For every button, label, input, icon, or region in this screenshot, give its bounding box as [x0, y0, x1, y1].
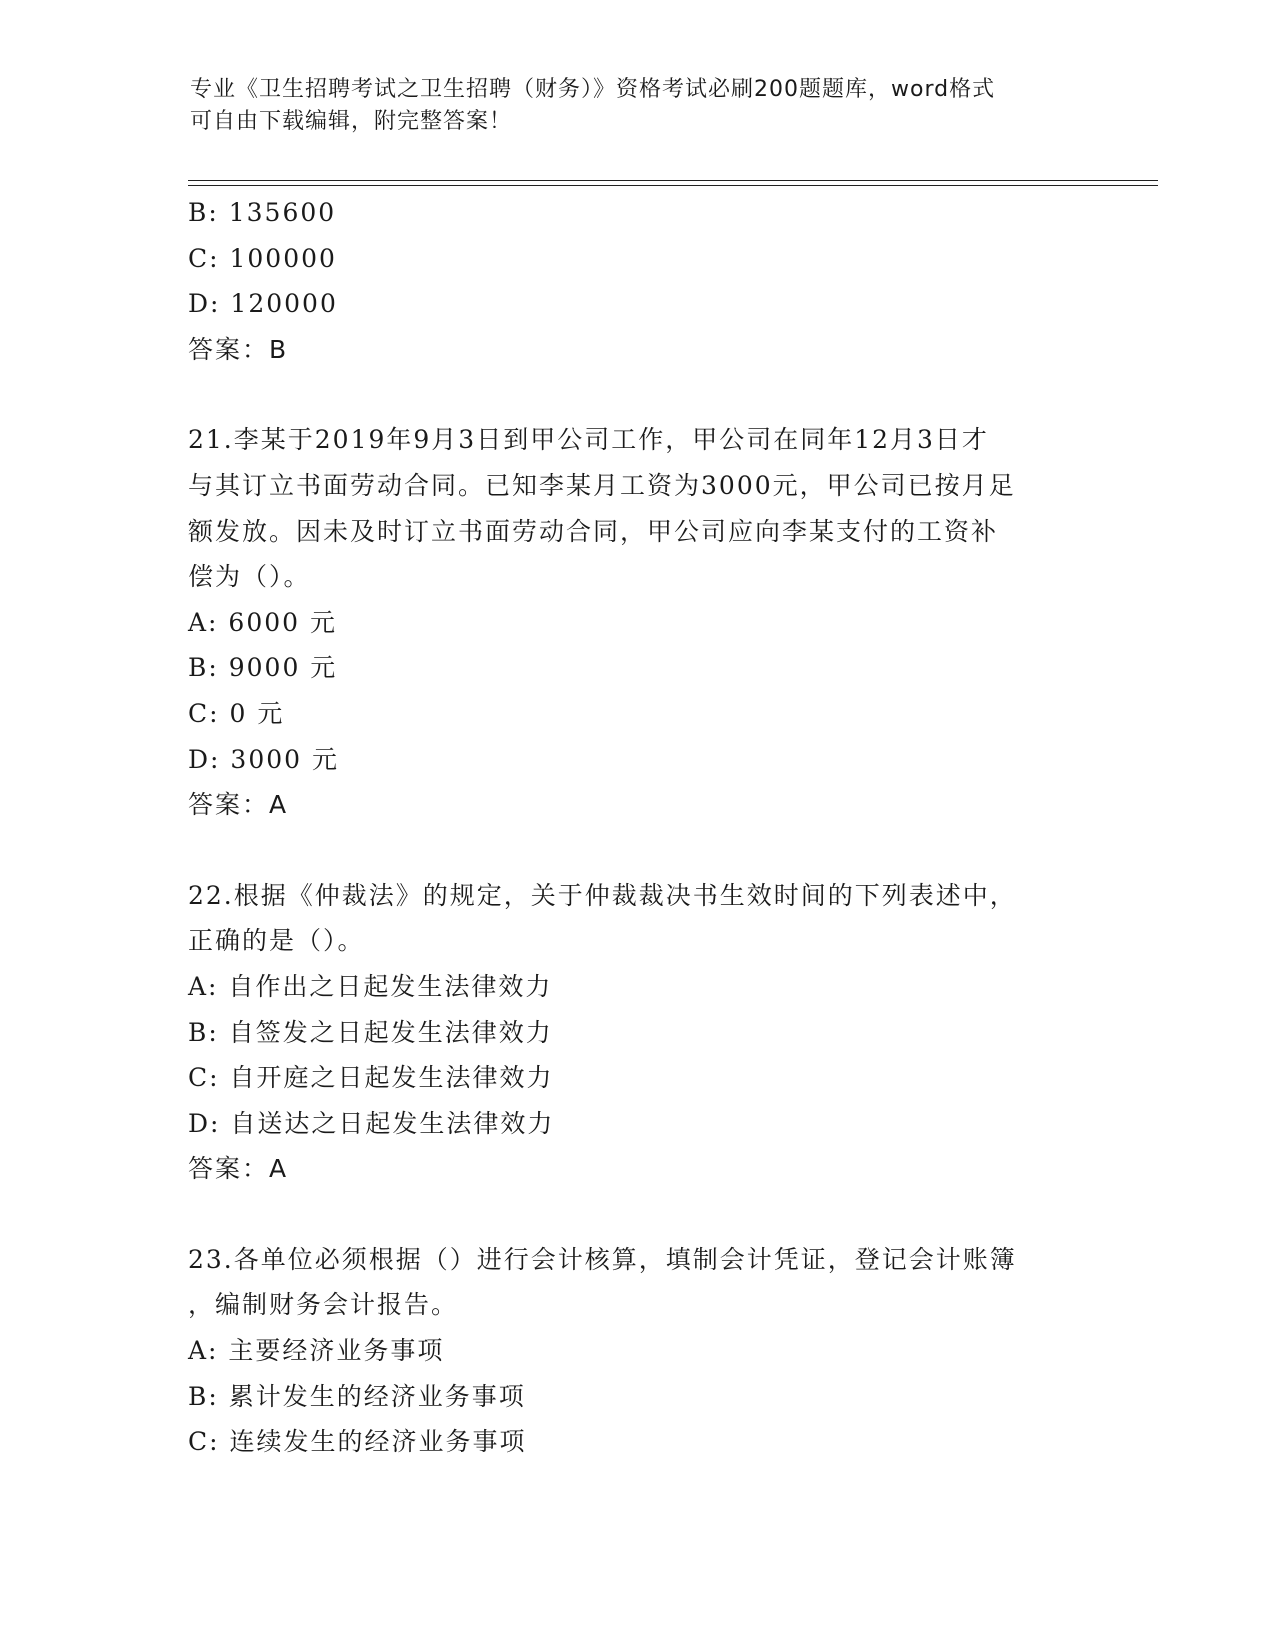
question-text-line: 额发放。因未及时订立书面劳动合同，甲公司应向李某支付的工资补: [188, 516, 999, 546]
option-c: C: 自开庭之日起发生法律效力: [188, 1063, 554, 1093]
option-c: C: 100000: [188, 243, 337, 273]
answer-line: 答案：B: [188, 334, 289, 364]
question-text-line: 21.李某于2019年9月3日到甲公司工作，甲公司在同年12月3日才: [188, 425, 989, 455]
question-21: [188, 417, 1088, 827]
question-text-line: 偿为（）。: [188, 562, 311, 592]
question-text-line: 正确的是（）。: [188, 926, 365, 956]
header-line-1: 专业《卫生招聘考试之卫生招聘（财务）》资格考试必刷200题题库，word格式: [190, 77, 996, 102]
option-c: C: 0 元: [188, 698, 285, 728]
option-d: D: 自送达之日起发生法律效力: [188, 1108, 555, 1138]
question-23: [188, 1237, 1088, 1465]
option-b: B: 自签发之日起发生法律效力: [188, 1017, 553, 1047]
spacer: [188, 1192, 1088, 1237]
option-b: B: 9000 元: [188, 653, 338, 683]
previous-question-tail: [188, 190, 1088, 372]
option-d: D: 120000: [188, 289, 338, 319]
question-22: [188, 873, 1088, 1192]
question-text-line: ，编制财务会计报告。: [188, 1290, 459, 1320]
header-line-2: 可自由下载编辑，附完整答案！: [190, 109, 513, 134]
option-a: A: 主要经济业务事项: [188, 1336, 445, 1366]
document-body: [188, 190, 1088, 1465]
option-a: A: 自作出之日起发生法律效力: [188, 971, 553, 1001]
option-b: B: 累计发生的经济业务事项: [188, 1381, 526, 1411]
option-c: C: 连续发生的经济业务事项: [188, 1427, 527, 1457]
header-divider-top: [188, 180, 1158, 181]
option-a: A: 6000 元: [188, 607, 337, 637]
header-divider-bottom: [188, 185, 1158, 186]
spacer: [188, 828, 1088, 873]
option-d: D: 3000 元: [188, 744, 339, 774]
option-b: B: 135600: [188, 198, 337, 227]
question-text-line: 23.各单位必须根据（）进行会计核算，填制会计凭证，登记会计账簿: [188, 1244, 1017, 1274]
answer-line: 答案：A: [188, 1154, 289, 1184]
question-text-line: 与其订立书面劳动合同。已知李某月工资为3000元，甲公司已按月足: [188, 470, 1016, 500]
document-header: [190, 74, 1090, 138]
question-text-line: 22.根据《仲裁法》的规定，关于仲裁裁决书生效时间的下列表述中，: [188, 880, 1017, 910]
spacer: [188, 372, 1088, 417]
answer-line: 答案：A: [188, 790, 289, 820]
